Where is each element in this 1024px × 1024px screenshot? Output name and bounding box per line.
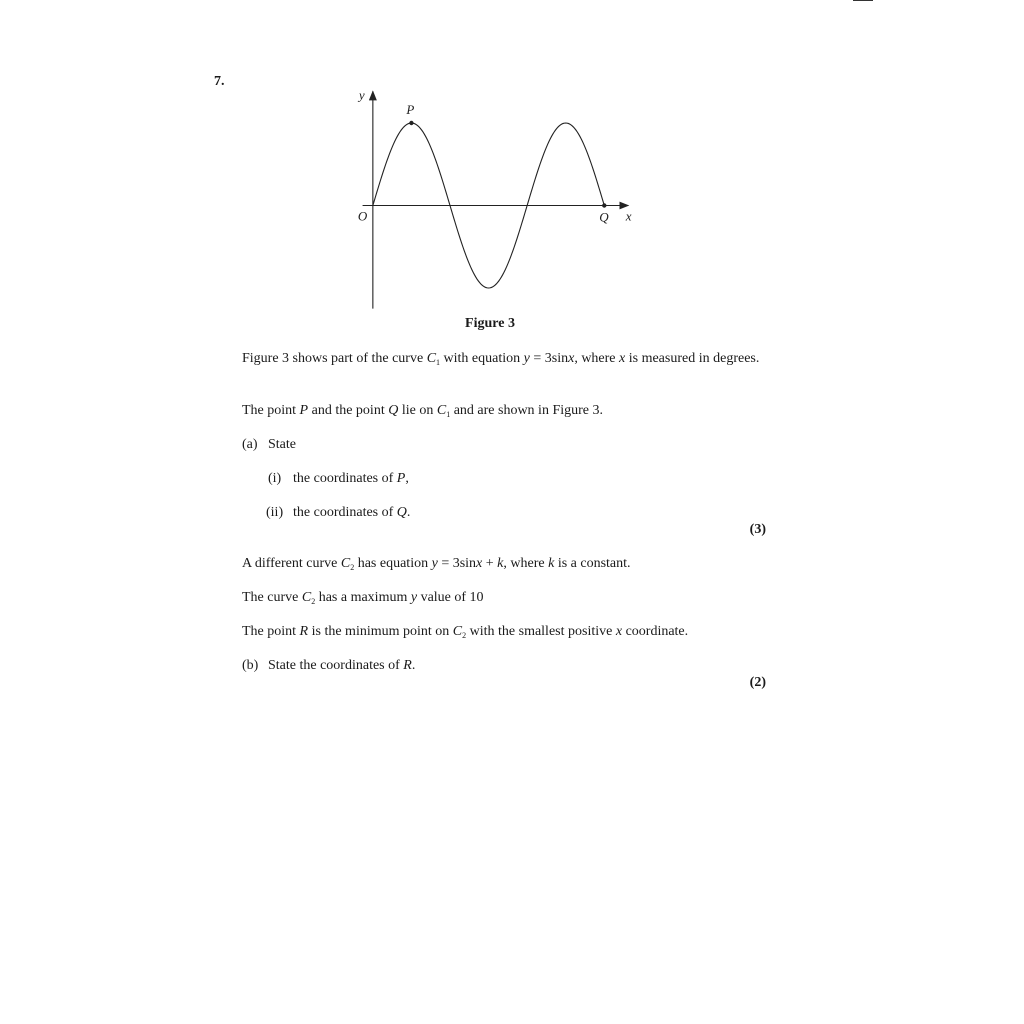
intro-paragraph: Figure 3 shows part of the curve $C_1$ with equation y = 3sinx, where x is measured in degrees. bbox=[242, 351, 760, 367]
part-b-marks: (2) bbox=[749, 675, 766, 690]
part-a-ii: (ii) the coordinates of Q. bbox=[266, 505, 411, 520]
figure-caption: Figure 3 bbox=[465, 316, 515, 331]
point-q-marker bbox=[602, 203, 606, 207]
part-b: (b) State the coordinates of R. bbox=[242, 658, 416, 673]
page-edge-rule bbox=[853, 0, 873, 1]
part-a-i: (i) the coordinates of P, bbox=[268, 471, 409, 486]
points-paragraph: The point P and the point Q lie on $C_1$ and are shown in Figure 3. bbox=[242, 403, 603, 419]
x-axis-label: x bbox=[625, 208, 632, 224]
origin-label: O bbox=[357, 208, 368, 224]
point-p-label: P bbox=[406, 102, 415, 117]
curve2-paragraph: A different curve $C_2$ has equation y = 3sinx + k, where k is a constant. bbox=[242, 556, 631, 572]
part-a-heading: (a) State bbox=[242, 437, 296, 452]
figure-3-chart bbox=[357, 87, 632, 310]
part-a-marks: (3) bbox=[749, 522, 766, 537]
maximum-paragraph: The curve $C_2$ has a maximum y value of 10 bbox=[242, 590, 484, 606]
point-q-label: Q bbox=[599, 209, 609, 225]
question-number: 7. bbox=[214, 74, 225, 89]
point-r-paragraph: The point R is the minimum point on $C_2$ with the smallest positive x coordinate. bbox=[242, 624, 689, 640]
point-p-marker bbox=[409, 121, 413, 125]
y-axis-label: y bbox=[358, 87, 365, 103]
